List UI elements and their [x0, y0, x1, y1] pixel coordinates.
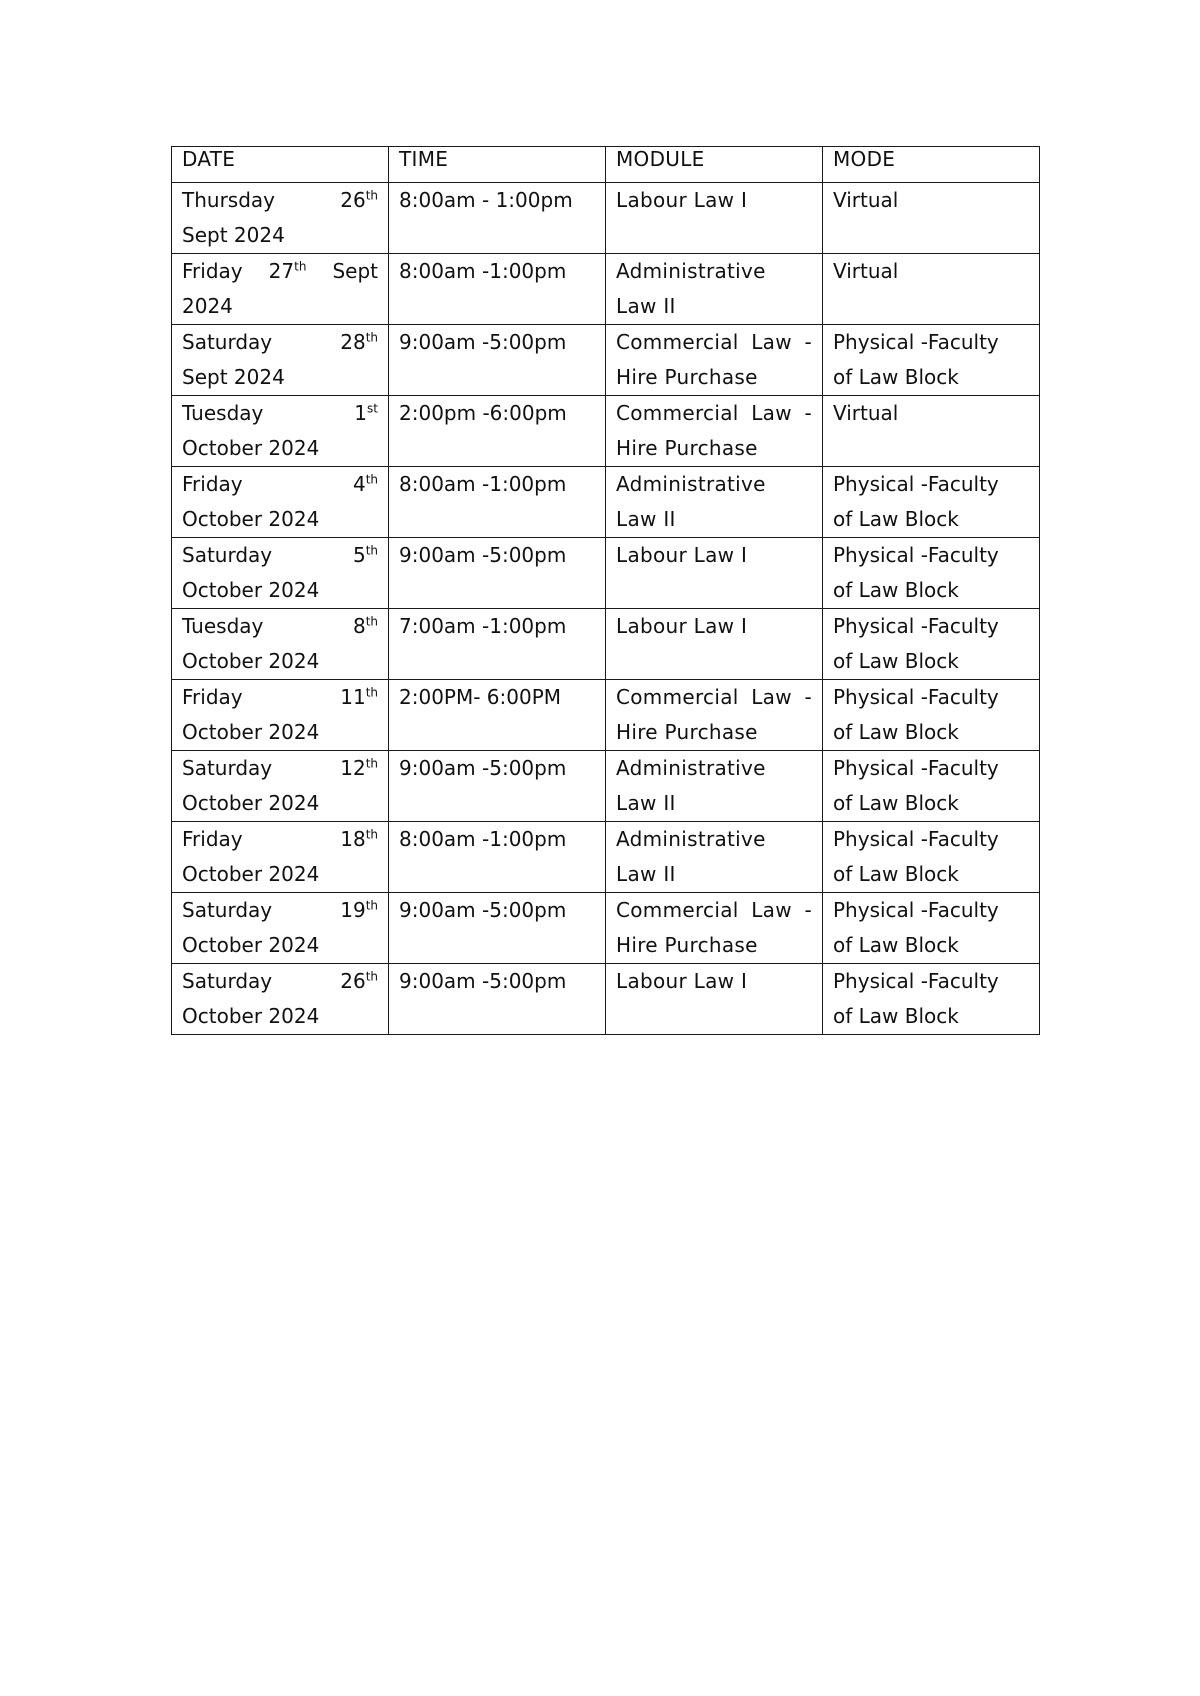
- date-number: 18th: [340, 827, 378, 851]
- table-header-row: [172, 147, 1040, 183]
- date-cell: [172, 325, 389, 396]
- table-row: [172, 964, 1040, 1035]
- header-module: MODULE: [606, 147, 823, 183]
- date-day: Tuesday: [182, 614, 264, 638]
- mode-cell: [823, 467, 1040, 538]
- time-text: 9:00am -5:00pm: [399, 543, 567, 567]
- date-line-2: October 2024: [182, 578, 320, 602]
- mode-line-2: of Law Block: [833, 933, 959, 957]
- date-number: 11th: [340, 685, 378, 709]
- date-cell: [172, 396, 389, 467]
- mode-line-1: Physical -Faculty: [833, 827, 999, 851]
- date-number: 26th: [340, 969, 378, 993]
- module-cell: [606, 538, 823, 609]
- module-word: Law: [751, 401, 792, 425]
- time-text: 8:00am - 1:00pm: [399, 188, 573, 212]
- mode-line-1: Physical -Faculty: [833, 472, 999, 496]
- time-cell: [389, 893, 606, 964]
- date-line-2: October 2024: [182, 649, 320, 673]
- module-word: Law: [751, 898, 792, 922]
- mode-cell: [823, 609, 1040, 680]
- module-line-1: [616, 893, 812, 928]
- date-cell: [172, 680, 389, 751]
- module-word: Law: [751, 685, 792, 709]
- module-cell: [606, 467, 823, 538]
- date-number: 28th: [340, 330, 378, 354]
- date-line-1: [182, 822, 378, 857]
- date-line-1: [182, 893, 378, 928]
- mode-line-1: Physical -Faculty: [833, 543, 999, 567]
- time-text: 9:00am -5:00pm: [399, 330, 567, 354]
- module-line-1: Administrative: [616, 756, 766, 780]
- date-line-2: October 2024: [182, 933, 320, 957]
- mode-line-1: Virtual: [833, 188, 899, 212]
- time-cell: [389, 680, 606, 751]
- time-cell: [389, 538, 606, 609]
- mode-line-2: of Law Block: [833, 649, 959, 673]
- date-day: Friday: [182, 259, 243, 283]
- date-number: 26th: [340, 188, 378, 212]
- mode-cell: [823, 325, 1040, 396]
- date-line-2: 2024: [182, 294, 233, 318]
- mode-cell: [823, 893, 1040, 964]
- date-suffix: th: [365, 685, 378, 700]
- date-line-1: [182, 254, 378, 289]
- module-word: Commercial: [616, 330, 739, 354]
- date-number: 1st: [354, 401, 378, 425]
- schedule-table: [171, 146, 1040, 1035]
- time-cell: [389, 254, 606, 325]
- module-line-1: Administrative: [616, 259, 766, 283]
- date-cell: [172, 893, 389, 964]
- date-line-1: [182, 538, 378, 573]
- date-cell: [172, 609, 389, 680]
- module-line-1: [616, 680, 812, 715]
- mode-line-1: Virtual: [833, 401, 899, 425]
- module-word: Commercial: [616, 685, 739, 709]
- date-number: 27th: [268, 259, 307, 283]
- module-line-2: Hire Purchase: [616, 720, 758, 744]
- mode-cell: [823, 964, 1040, 1035]
- date-line-2: October 2024: [182, 862, 320, 886]
- module-word: Commercial: [616, 898, 739, 922]
- module-line-1: Labour Law I: [616, 614, 748, 638]
- date-suffix: st: [367, 401, 378, 416]
- date-line-1: [182, 396, 378, 431]
- module-dash: -: [804, 401, 812, 425]
- date-day: Saturday: [182, 330, 273, 354]
- mode-cell: [823, 680, 1040, 751]
- date-line-2: Sept 2024: [182, 223, 285, 247]
- date-day: Friday: [182, 685, 243, 709]
- module-line-2: Law II: [616, 294, 676, 318]
- module-line-1: Labour Law I: [616, 543, 748, 567]
- module-line-2: Law II: [616, 791, 676, 815]
- date-line-2: October 2024: [182, 791, 320, 815]
- module-line-2: Hire Purchase: [616, 365, 758, 389]
- date-day: Saturday: [182, 969, 273, 993]
- table-row: [172, 538, 1040, 609]
- date-day: Friday: [182, 827, 243, 851]
- date-suffix: th: [365, 756, 378, 771]
- date-suffix: th: [365, 188, 378, 203]
- module-line-1: [616, 325, 812, 360]
- date-day: Saturday: [182, 756, 273, 780]
- module-cell: [606, 396, 823, 467]
- module-line-2: Law II: [616, 862, 676, 886]
- header-time: TIME: [389, 147, 606, 183]
- date-number: 12th: [340, 756, 378, 780]
- time-cell: [389, 396, 606, 467]
- module-dash: -: [804, 898, 812, 922]
- module-dash: -: [804, 685, 812, 709]
- module-cell: [606, 680, 823, 751]
- mode-line-1: Physical -Faculty: [833, 685, 999, 709]
- time-text: 8:00am -1:00pm: [399, 259, 567, 283]
- date-line-1: [182, 183, 378, 218]
- module-line-2: Law II: [616, 507, 676, 531]
- module-cell: [606, 893, 823, 964]
- table-row: [172, 183, 1040, 254]
- date-line-1: [182, 964, 378, 999]
- date-line-1: [182, 467, 378, 502]
- mode-cell: [823, 254, 1040, 325]
- date-day: Friday: [182, 472, 243, 496]
- date-month: Sept: [332, 259, 378, 283]
- date-cell: [172, 822, 389, 893]
- date-cell: [172, 467, 389, 538]
- time-cell: [389, 609, 606, 680]
- table-row: [172, 325, 1040, 396]
- mode-cell: [823, 822, 1040, 893]
- table-row: [172, 680, 1040, 751]
- mode-line-2: of Law Block: [833, 578, 959, 602]
- mode-cell: [823, 751, 1040, 822]
- module-word: Law: [751, 330, 792, 354]
- date-cell: [172, 751, 389, 822]
- date-day: Tuesday: [182, 401, 264, 425]
- module-dash: -: [804, 330, 812, 354]
- date-suffix: th: [365, 472, 378, 487]
- module-cell: [606, 822, 823, 893]
- module-word: Commercial: [616, 401, 739, 425]
- date-suffix: th: [365, 827, 378, 842]
- date-line-2: Sept 2024: [182, 365, 285, 389]
- time-cell: [389, 467, 606, 538]
- date-number: 8th: [352, 614, 378, 638]
- module-cell: [606, 609, 823, 680]
- mode-cell: [823, 396, 1040, 467]
- time-text: 9:00am -5:00pm: [399, 898, 567, 922]
- module-cell: [606, 964, 823, 1035]
- date-number: 5th: [352, 543, 378, 567]
- module-line-1: Administrative: [616, 827, 766, 851]
- mode-line-1: Physical -Faculty: [833, 898, 999, 922]
- mode-line-2: of Law Block: [833, 862, 959, 886]
- header-date: DATE: [172, 147, 389, 183]
- time-cell: [389, 964, 606, 1035]
- table-row: [172, 254, 1040, 325]
- date-suffix: th: [365, 898, 378, 913]
- time-text: 9:00am -5:00pm: [399, 969, 567, 993]
- mode-line-2: of Law Block: [833, 507, 959, 531]
- mode-cell: [823, 183, 1040, 254]
- date-line-2: October 2024: [182, 720, 320, 744]
- mode-line-1: Physical -Faculty: [833, 756, 999, 780]
- mode-line-2: of Law Block: [833, 720, 959, 744]
- time-text: 8:00am -1:00pm: [399, 472, 567, 496]
- time-cell: [389, 325, 606, 396]
- mode-line-2: of Law Block: [833, 365, 959, 389]
- time-text: 7:00am -1:00pm: [399, 614, 567, 638]
- date-number: 19th: [340, 898, 378, 922]
- module-line-1: Labour Law I: [616, 969, 748, 993]
- table-row: [172, 396, 1040, 467]
- date-suffix: th: [365, 543, 378, 558]
- date-suffix: th: [365, 330, 378, 345]
- time-text: 9:00am -5:00pm: [399, 756, 567, 780]
- date-day: Saturday: [182, 543, 273, 567]
- table-row: [172, 751, 1040, 822]
- table-row: [172, 467, 1040, 538]
- module-line-2: Hire Purchase: [616, 933, 758, 957]
- date-line-1: [182, 325, 378, 360]
- time-text: 8:00am -1:00pm: [399, 827, 567, 851]
- time-cell: [389, 822, 606, 893]
- date-line-2: October 2024: [182, 1004, 320, 1028]
- module-cell: [606, 183, 823, 254]
- module-cell: [606, 751, 823, 822]
- date-line-2: October 2024: [182, 507, 320, 531]
- date-line-1: [182, 751, 378, 786]
- mode-line-2: of Law Block: [833, 791, 959, 815]
- table-row: [172, 893, 1040, 964]
- module-line-2: Hire Purchase: [616, 436, 758, 460]
- mode-cell: [823, 538, 1040, 609]
- date-number: 4th: [352, 472, 378, 496]
- date-suffix: th: [294, 259, 307, 274]
- mode-line-1: Physical -Faculty: [833, 969, 999, 993]
- mode-line-1: Physical -Faculty: [833, 614, 999, 638]
- date-suffix: th: [365, 614, 378, 629]
- date-day: Saturday: [182, 898, 273, 922]
- table-row: [172, 822, 1040, 893]
- module-line-1: Labour Law I: [616, 188, 748, 212]
- header-mode: MODE: [823, 147, 1040, 183]
- mode-line-1: Physical -Faculty: [833, 330, 999, 354]
- date-cell: [172, 254, 389, 325]
- table-body: [172, 183, 1040, 1035]
- date-line-2: October 2024: [182, 436, 320, 460]
- table-row: [172, 609, 1040, 680]
- module-cell: [606, 254, 823, 325]
- date-cell: [172, 538, 389, 609]
- date-cell: [172, 964, 389, 1035]
- date-suffix: th: [365, 969, 378, 984]
- time-text: 2:00PM- 6:00PM: [399, 685, 562, 709]
- time-cell: [389, 183, 606, 254]
- mode-line-1: Virtual: [833, 259, 899, 283]
- time-text: 2:00pm -6:00pm: [399, 401, 567, 425]
- date-line-1: [182, 680, 378, 715]
- date-day: Thursday: [182, 188, 275, 212]
- module-line-1: [616, 396, 812, 431]
- module-line-1: Administrative: [616, 472, 766, 496]
- mode-line-2: of Law Block: [833, 1004, 959, 1028]
- time-cell: [389, 751, 606, 822]
- module-cell: [606, 325, 823, 396]
- date-line-1: [182, 609, 378, 644]
- date-cell: [172, 183, 389, 254]
